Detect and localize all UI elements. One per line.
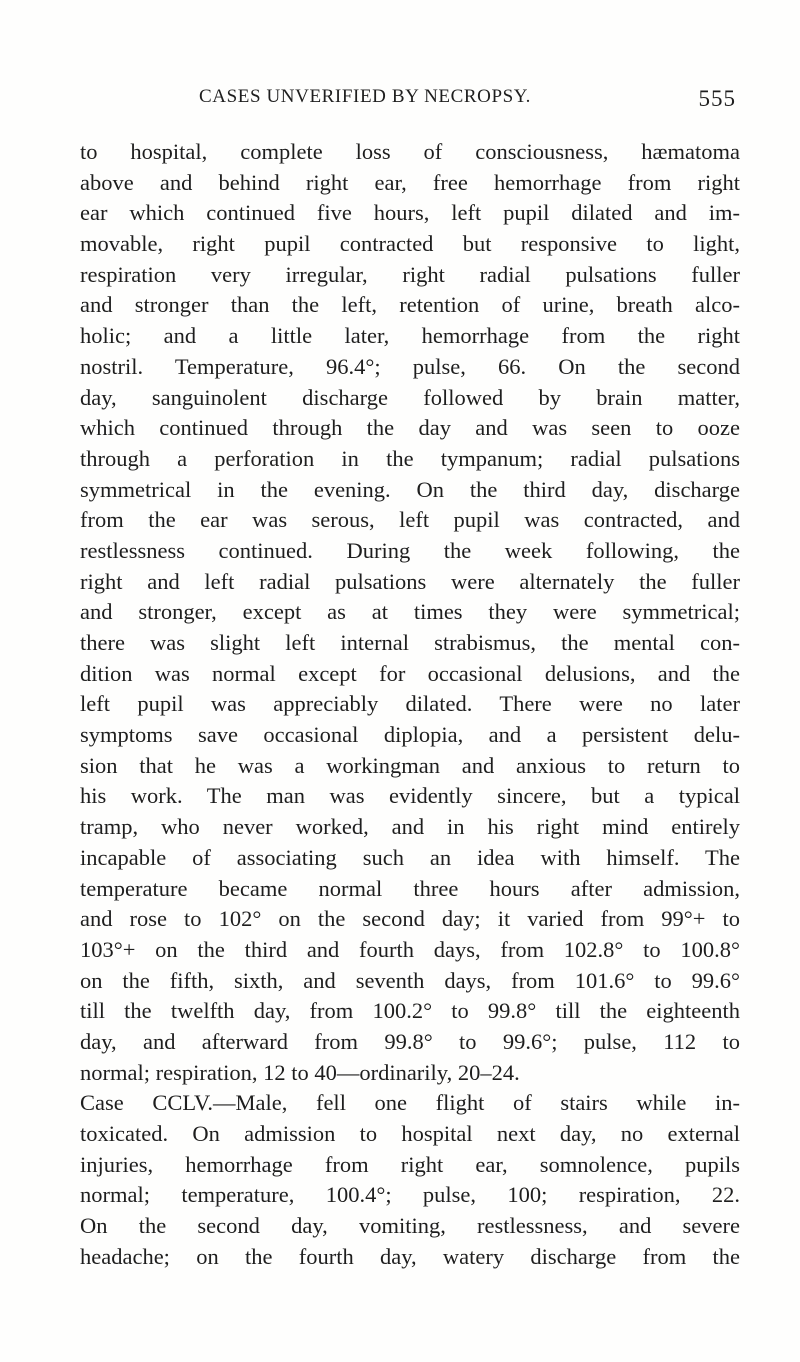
text-line: 103°+ on the third and fourth days, from 102.8° to 100.8°	[80, 936, 740, 962]
text-line: holic; and a little later, hemorrhage from the right	[80, 323, 740, 349]
text-line: day, sanguinolent discharge followed by brain matter,	[80, 384, 740, 410]
text-line: above and behind right ear, free hemorrhage from right	[80, 169, 740, 195]
running-title: CASES UNVERIFIED BY NECROPSY.	[199, 86, 532, 107]
text-line: movable, right pupil contracted but responsive to light,	[80, 231, 740, 257]
text-line: symmetrical in the evening. On the third day, discharge	[80, 476, 740, 502]
text-line: respiration very irregular, right radial pulsations fuller	[80, 261, 740, 287]
text-line: incapable of associating such an idea with himself. The	[80, 844, 740, 870]
text-line: normal; respiration, 12 to 40—ordinarily, 20–24.	[80, 1059, 520, 1085]
text-line: sion that he was a workingman and anxious to return to	[80, 752, 740, 778]
text-line: On the second day, vomiting, restlessness, and severe	[80, 1213, 740, 1239]
text-line: to hospital, complete loss of consciousness, hæmatoma	[80, 139, 740, 164]
text-line: which continued through the day and was seen to ooze	[80, 415, 740, 441]
body-text	[80, 137, 740, 1272]
text-line: toxicated. On admission to hospital next day, no external	[80, 1121, 740, 1146]
text-line: through a perforation in the tympanum; radial pulsations	[80, 445, 740, 471]
text-line: and rose to 102° on the second day; it varied from 99°+ to	[80, 906, 740, 932]
text-line: headache; on the fourth day, watery discharge from the	[80, 1243, 740, 1269]
text-line: on the fifth, sixth, and seventh days, from 101.6° to 99.6°	[80, 967, 740, 993]
text-line: there was slight left internal strabismus, the mental con-	[80, 630, 740, 655]
text-line: his work. The man was evidently sincere, but a typical	[80, 783, 740, 809]
text-line: ear which continued five hours, left pupil dilated and im-	[80, 200, 740, 226]
text-line: restlessness continued. During the week following, the	[80, 537, 740, 563]
text-line: and stronger than the left, retention of urine, breath alco-	[80, 292, 740, 318]
running-head	[80, 86, 736, 116]
text-line: normal; temperature, 100.4°; pulse, 100; respiration, 22.	[80, 1182, 740, 1208]
case-heading-line: Case CCLV.—Male, fell one flight of stairs while in-	[80, 1090, 740, 1116]
text-line: dition was normal except for occasional delusions, and the	[80, 660, 740, 686]
text-line: symptoms save occasional diplopia, and a persistent delu-	[80, 722, 740, 748]
text-line: till the twelfth day, from 100.2° to 99.8° till the eighteenth	[80, 998, 740, 1024]
text-line: left pupil was appreciably dilated. There were no later	[80, 691, 740, 717]
text-line: injuries, hemorrhage from right ear, somnolence, pupils	[80, 1151, 740, 1177]
text-line: and stronger, except as at times they were symmetrical;	[80, 599, 740, 625]
text-line: from the ear was serous, left pupil was contracted, and	[80, 507, 740, 533]
page-number: 555	[698, 86, 736, 111]
text-line: temperature became normal three hours after admission,	[80, 875, 740, 901]
text-line: right and left radial pulsations were alternately the fuller	[80, 568, 740, 594]
text-line: tramp, who never worked, and in his right mind entirely	[80, 814, 740, 840]
text-line: nostril. Temperature, 96.4°; pulse, 66. On the second	[80, 353, 740, 379]
text-line: day, and afterward from 99.8° to 99.6°; pulse, 112 to	[80, 1028, 740, 1054]
